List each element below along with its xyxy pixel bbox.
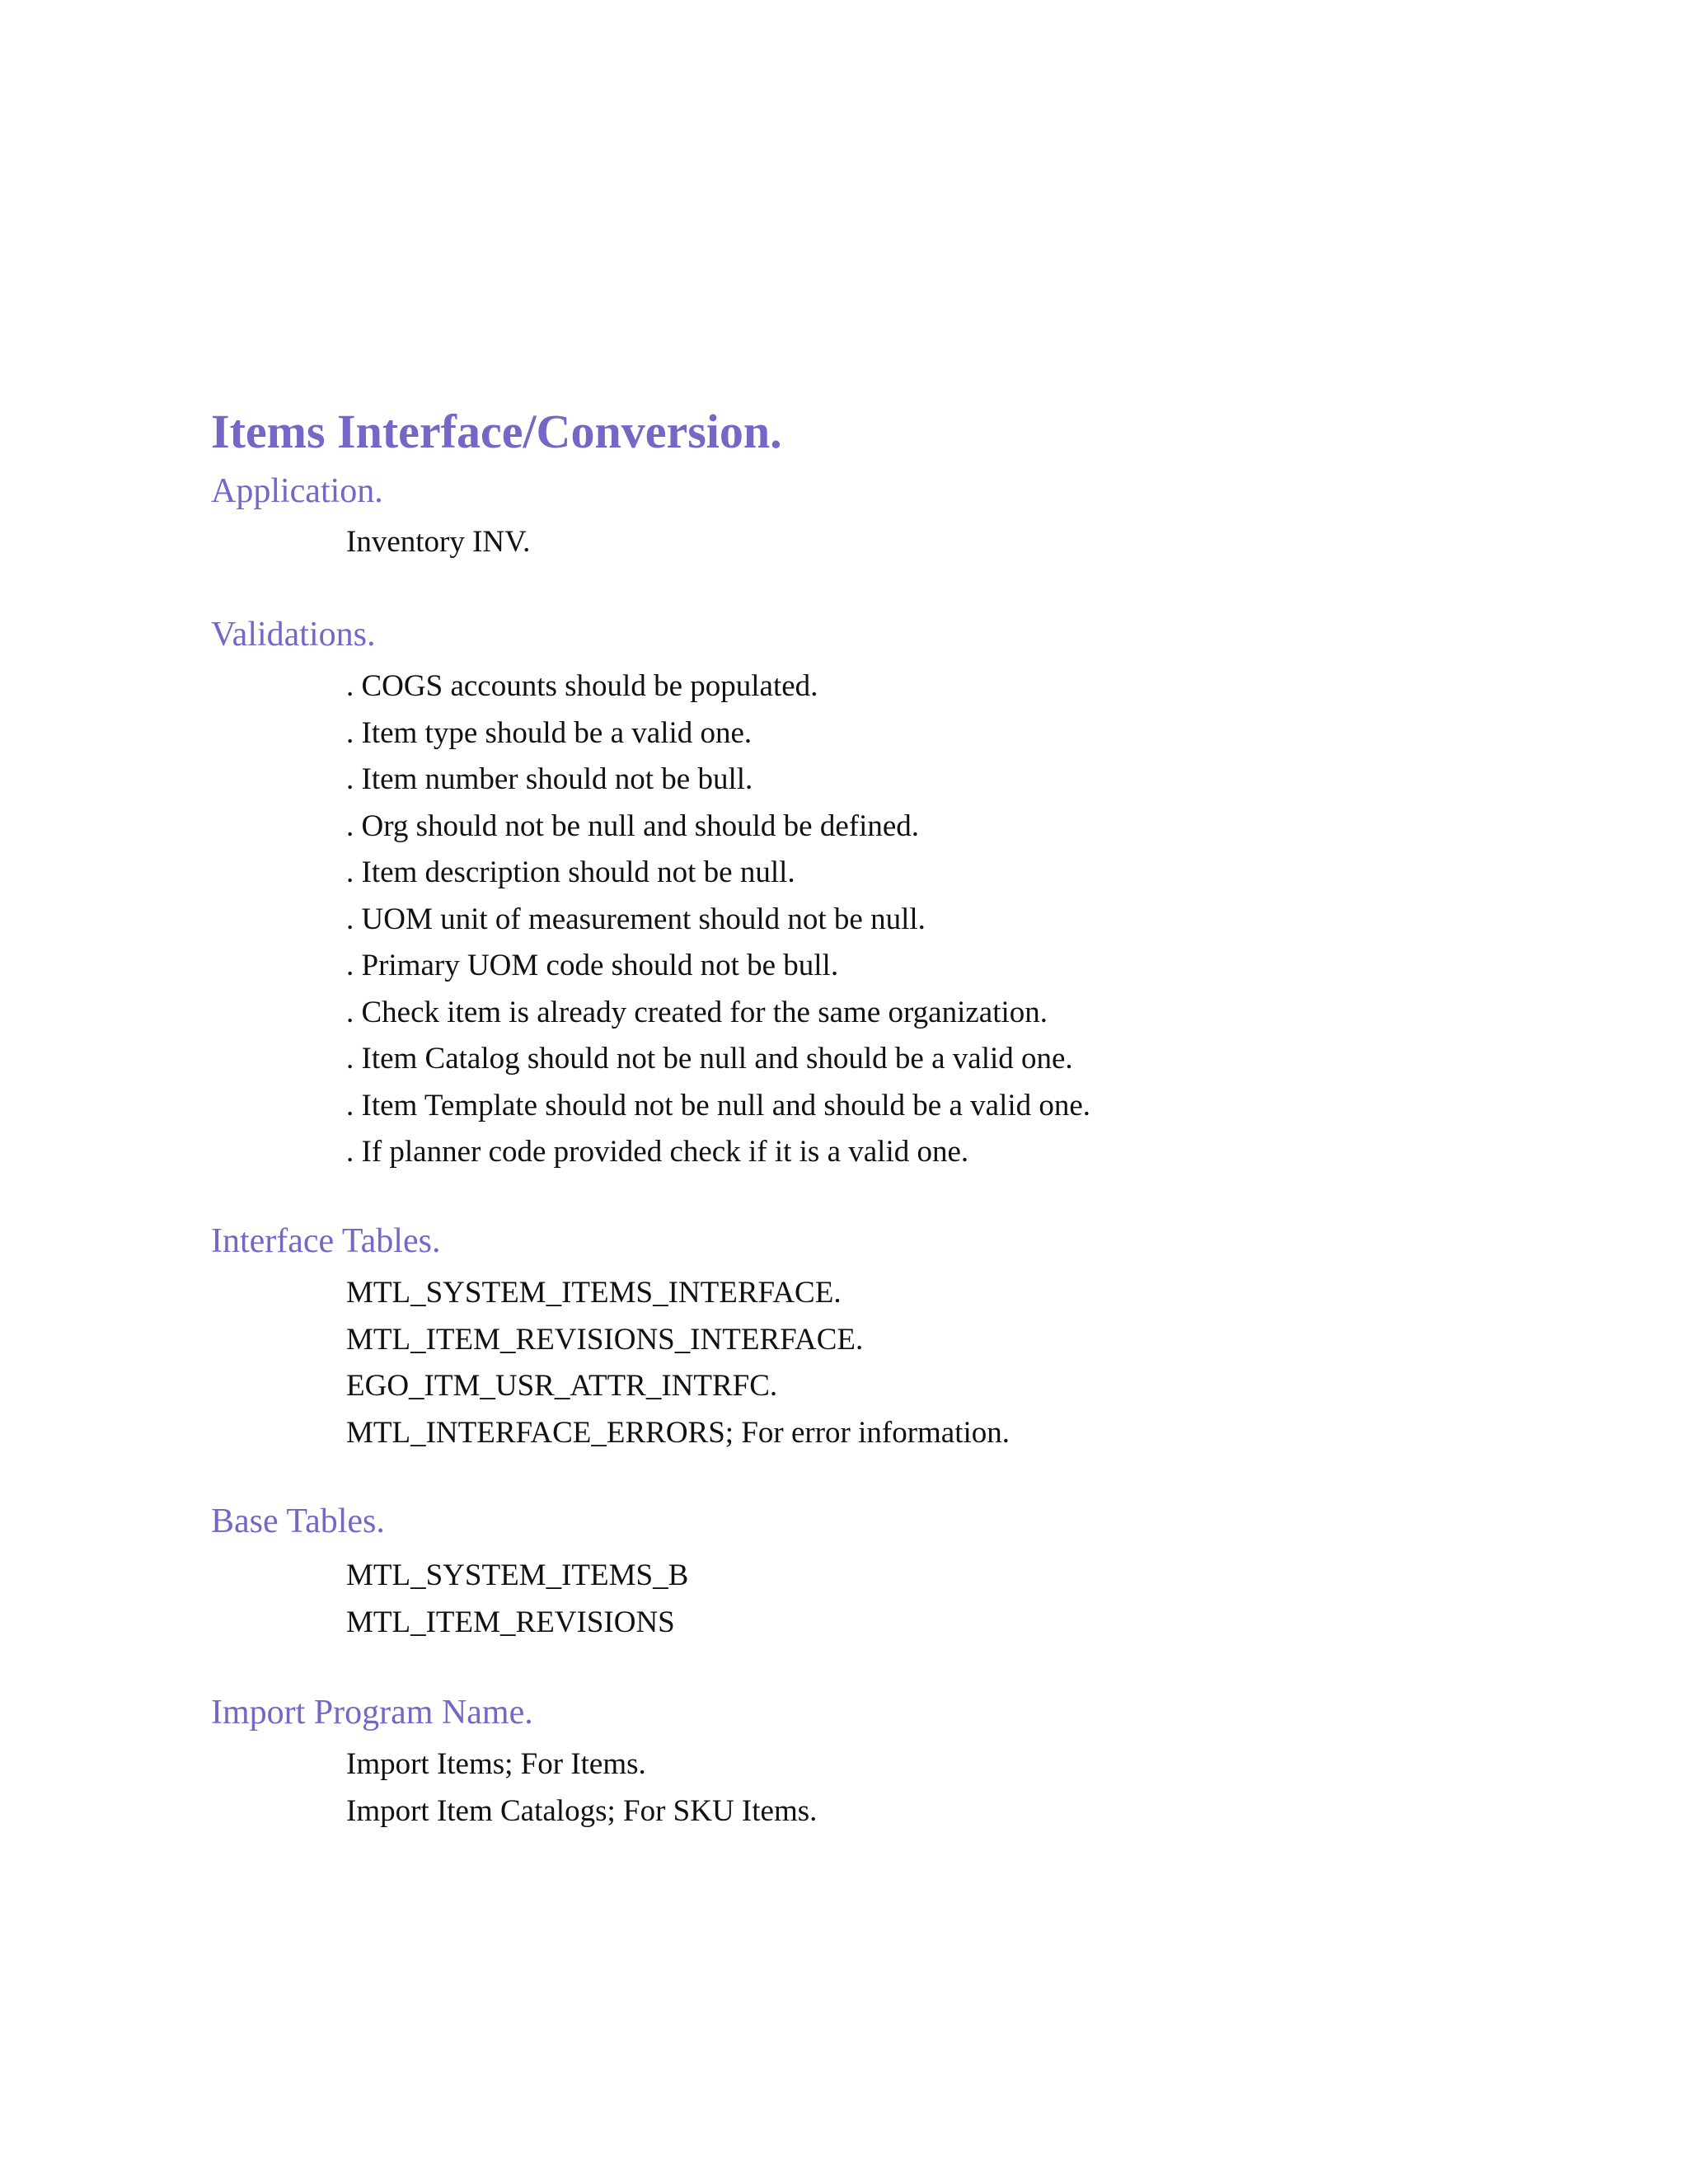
section-heading-base-tables: Base Tables. <box>211 1502 385 1540</box>
import-program-line: Import Items; For Items. <box>346 1747 646 1781</box>
validation-line: . Org should not be null and should be defined. <box>346 808 920 843</box>
validation-line: . If planner code provided check if it is a valid one. <box>346 1135 969 1169</box>
validation-line: . UOM unit of measurement should not be null. <box>346 902 926 936</box>
validation-line: . Check item is already created for the same organization. <box>346 995 1048 1029</box>
application-line: Inventory INV. <box>346 525 531 559</box>
interface-table-line: EGO_ITM_USR_ATTR_INTRFC. <box>346 1369 778 1403</box>
import-program-list <box>346 1741 817 1835</box>
validation-line: . Item number should not be bull. <box>346 762 753 796</box>
base-table-line: MTL_SYSTEM_ITEMS_B <box>346 1558 689 1592</box>
interface-tables-list <box>346 1270 1010 1456</box>
validation-line: . COGS accounts should be populated. <box>346 669 818 703</box>
section-heading-import-program: Import Program Name. <box>211 1694 533 1732</box>
base-table-line: MTL_ITEM_REVISIONS <box>346 1605 675 1639</box>
application-list <box>346 519 530 566</box>
section-heading-interface-tables: Interface Tables. <box>211 1222 441 1260</box>
validation-line: . Item description should not be null. <box>346 855 795 889</box>
interface-table-line: MTL_INTERFACE_ERRORS; For error information. <box>346 1415 1010 1450</box>
document-title: Items Interface/Conversion. <box>211 405 782 458</box>
validation-line: . Item Catalog should not be null and should be a valid one. <box>346 1042 1073 1076</box>
validation-line: . Item type should be a valid one. <box>346 715 753 750</box>
interface-table-line: MTL_ITEM_REVISIONS_INTERFACE. <box>346 1322 864 1357</box>
import-program-line: Import Item Catalogs; For SKU Items. <box>346 1793 818 1828</box>
validation-line: . Primary UOM code should not be bull. <box>346 949 839 982</box>
base-tables-list <box>346 1553 688 1646</box>
section-heading-validations: Validations. <box>211 616 376 654</box>
validations-list <box>346 663 1090 1176</box>
section-heading-application: Application. <box>211 472 383 510</box>
validation-line: . Item Template should not be null and should be a valid one. <box>346 1088 1091 1122</box>
interface-table-line: MTL_SYSTEM_ITEMS_INTERFACE. <box>346 1276 842 1310</box>
